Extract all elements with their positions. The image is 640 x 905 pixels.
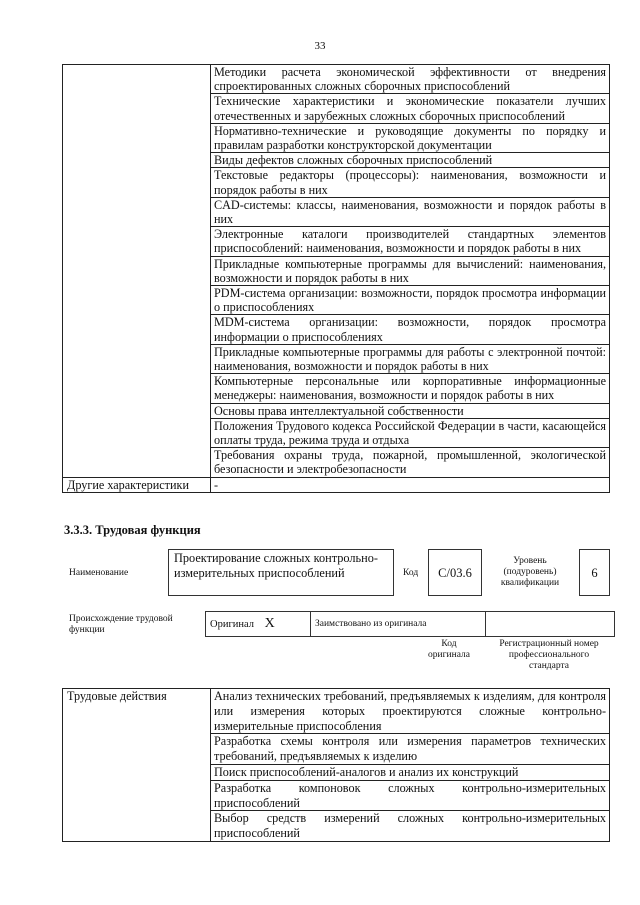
origin-table xyxy=(205,611,615,637)
action-item: Разработка схемы контроля или измерения параметров технических требований, предъявляемых к изделию xyxy=(211,734,610,765)
knowledge-item: Методики расчета экономической эффективности от внедрения спроектированных сложных сборочных приспособлений xyxy=(211,65,610,94)
other-label: Другие характеристики xyxy=(63,477,211,492)
action-item: Анализ технических требований, предъявляемых к изделиям, для контроля или измерения которых проектируются сложные контрольно-измерительные приспособления xyxy=(211,689,610,734)
origin-label: Происхождение трудовой функции xyxy=(69,614,173,635)
knowledge-item: Требования охраны труда, пожарной, промышленной, экологической безопасности и электробезопасности xyxy=(211,448,610,477)
reg-number-cell xyxy=(486,612,615,637)
action-item: Поиск приспособлений-аналогов и анализ их конструкций xyxy=(211,764,610,780)
original-label: Оригинал xyxy=(210,619,254,630)
other-row xyxy=(63,477,610,492)
function-code-box: C/03.6 xyxy=(428,549,482,596)
action-item: Разработка компоновок сложных контрольно-измерительных приспособлений xyxy=(211,780,610,811)
knowledge-row xyxy=(63,65,610,94)
original-mark: X xyxy=(264,616,275,631)
knowledge-item: PDM-система организации: возможности, порядок просмотра информации о приспособлениях xyxy=(211,286,610,315)
action-row xyxy=(63,689,610,734)
original-cell xyxy=(206,612,311,637)
orig-code-label: Код оригинала xyxy=(428,639,470,660)
knowledge-item: Прикладные компьютерные программы для работы с электронной почтой: наименования, возможности и порядок работы в них xyxy=(211,344,610,373)
knowledge-item: Технические характеристики и экономические показатели лучших отечественных и зарубежных сложных сборочных приспособлений xyxy=(211,94,610,123)
name-label: Наименование xyxy=(69,568,129,578)
code-label: Код xyxy=(403,568,419,578)
actions-label: Трудовые действия xyxy=(63,689,211,842)
action-item: Выбор средств измерений сложных контрольно-измерительных приспособлений xyxy=(211,811,610,842)
knowledge-item: Положения Трудового кодекса Российской Федерации в части, касающейся оплаты труда, режима труда и отдыха xyxy=(211,418,610,447)
knowledge-item: Прикладные компьютерные программы для вычислений: наименования, возможности и порядок работы в них xyxy=(211,256,610,285)
knowledge-item: Электронные каталоги производителей стандартных элементов приспособлений: наименования, возможности и порядок работы в них xyxy=(211,227,610,256)
reg-number-label: Регистрационный номер профессионального стандарта xyxy=(499,639,599,671)
function-name-box: Проектирование сложных контрольно-измерительных приспособлений xyxy=(168,549,394,596)
knowledge-item: Текстовые редакторы (процессоры): наименования, возможности и порядок работы в них xyxy=(211,168,610,197)
knowledge-label-cell xyxy=(63,65,211,478)
knowledge-item: MDM-система организации: возможности, порядок просмотра информации о приспособлениях xyxy=(211,315,610,344)
section-heading: 3.3.3. Трудовая функция xyxy=(64,523,201,537)
knowledge-item: CAD-системы: классы, наименования, возможности и порядок работы в них xyxy=(211,197,610,226)
knowledge-item: Нормативно-технические и руководящие документы по порядку и правилам разработки конструкторской документации xyxy=(211,123,610,152)
borrowed-cell: Заимствовано из оригинала xyxy=(311,612,486,637)
level-value-box: 6 xyxy=(579,549,610,596)
other-value: - xyxy=(211,477,610,492)
level-label: Уровень (подуровень) квалификации xyxy=(500,556,560,588)
actions-table xyxy=(62,688,610,842)
knowledge-item: Виды дефектов сложных сборочных приспособлений xyxy=(211,153,610,168)
knowledge-item: Компьютерные персональные или корпоративные информационные менеджеры: наименования, возможности и порядок работы в них xyxy=(211,374,610,403)
knowledge-table xyxy=(62,64,610,493)
page-number: 33 xyxy=(314,40,326,52)
knowledge-item: Основы права интеллектуальной собственности xyxy=(211,403,610,418)
